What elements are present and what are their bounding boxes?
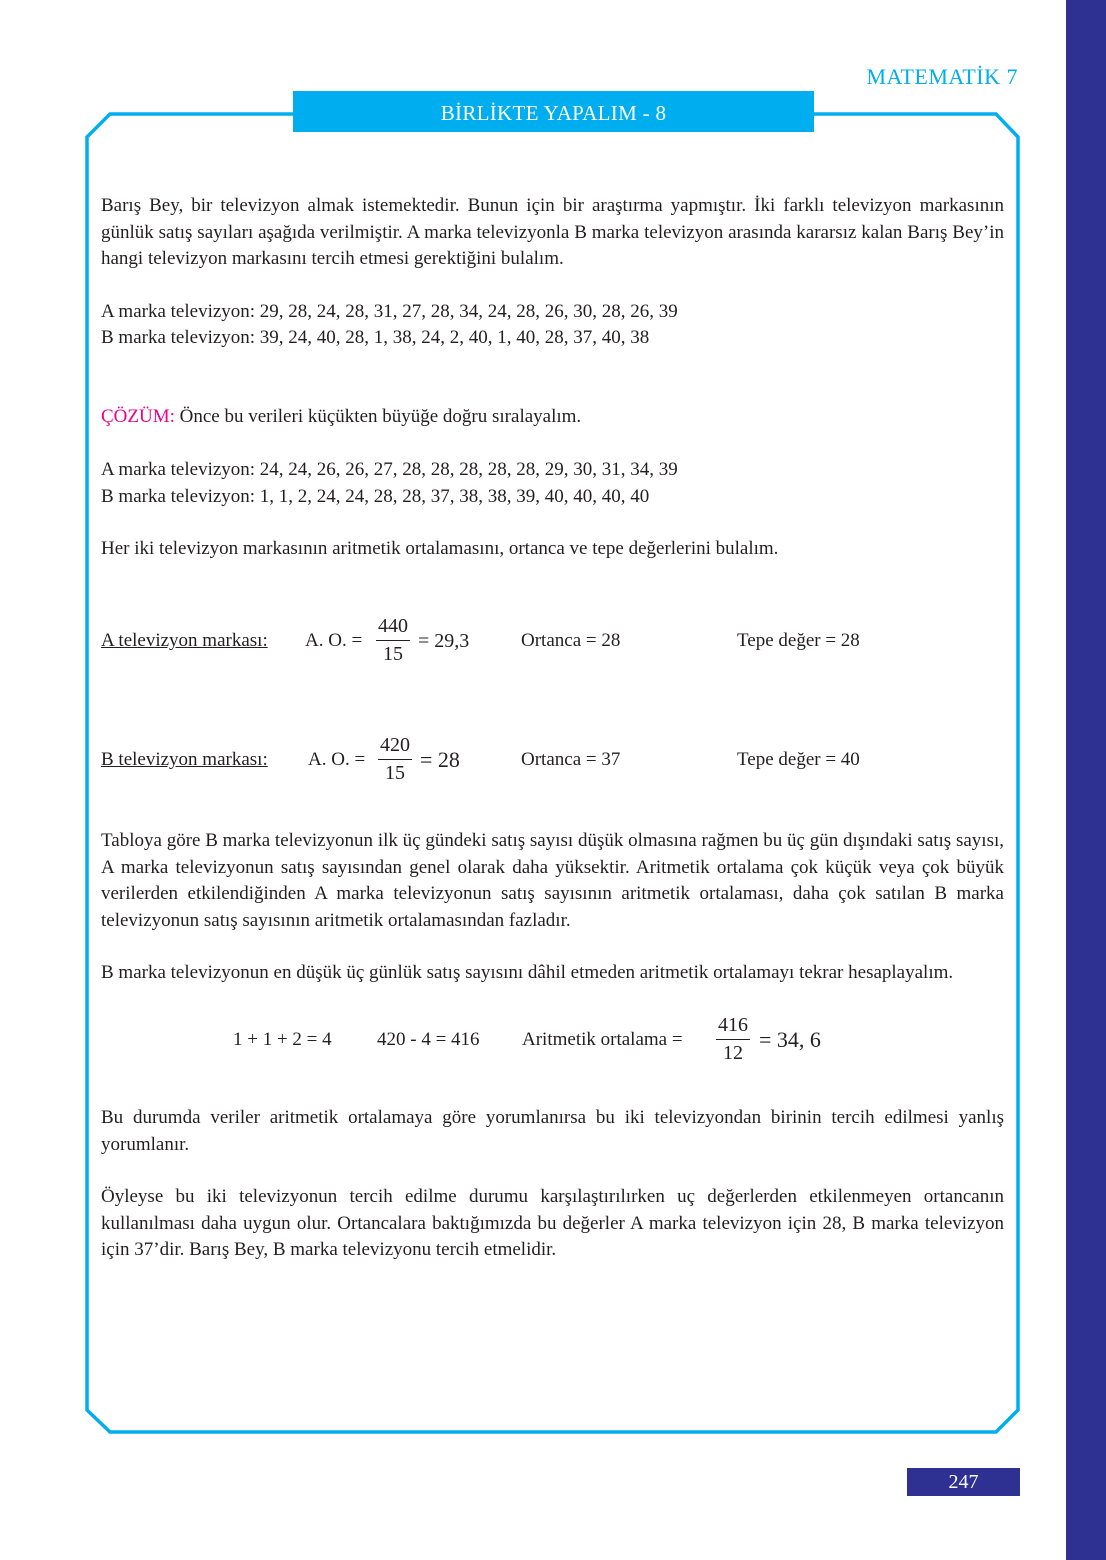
paragraph-4: Öyleyse bu iki televizyonun tercih edilme durumu karşılaştırılırken uç değerlerden etkilenmeyen ortancanın kullanılması daha uygun olur. Ortancalara baktığımızda bu değerler A marka televizyon için 28, B marka televizyon için 37’dir. Barış Bey, B marka televizyonu tercih etmelidir. [101, 1186, 1004, 1260]
solution-line [101, 404, 1004, 431]
page-number: 247 [907, 1468, 1020, 1496]
data-b: B marka televizyon: 39, 24, 40, 28, 1, 38, 24, 2, 40, 1, 40, 28, 37, 40, 38 [101, 327, 650, 348]
sorted-b: B marka televizyon: 1, 1, 2, 24, 24, 28, 28, 37, 38, 38, 39, 40, 40, 40, 40 [101, 486, 650, 507]
brand-a-label: A televizyon markası: [101, 630, 268, 651]
paragraph-3: Bu durumda veriler aritmetik ortalamaya göre yorumlanırsa bu iki televizyondan birinin tercih edilmesi yanlış yorumlanır. [101, 1107, 1004, 1155]
brand-a-mode: Tepe değer = 28 [737, 630, 860, 651]
subject-header: MATEMATİK 7 [866, 64, 1018, 89]
section-title: BİRLİKTE YAPALIM - 8 [293, 91, 814, 132]
brand-b-result: = 28 [420, 747, 460, 772]
brand-b-denominator: 15 [385, 762, 405, 784]
calc-numerator: 416 [716, 1013, 750, 1040]
sorted-a: A marka televizyon: 24, 24, 26, 26, 27, 28, 28, 28, 28, 28, 29, 30, 31, 34, 39 [101, 459, 678, 480]
calc-label: Aritmetik ortalama = [522, 1029, 683, 1050]
brand-b-numerator: 420 [378, 733, 412, 760]
brand-a-denominator: 15 [383, 643, 403, 665]
paragraph-1: Tabloya göre B marka televizyonun ilk üç gündeki satış sayısı düşük olmasına rağmen bu üç gün dışındaki satış sayısı, A marka televizyonun satış sayısından genel olarak daha yüksektir. Aritmetik ortalama çok küçük veya çok büyük verilerden etkilendiğinden A marka televizyonun satış sayısının aritmetik ortalaması, daha çok satılan B marka televizyonun satış sayısının aritmetik ortalamasından fazladır. [101, 830, 1004, 931]
calc-sum: 1 + 1 + 2 = 4 [233, 1029, 332, 1050]
brand-b-ao: A. O. = [308, 749, 366, 770]
brand-b-fraction [378, 733, 412, 786]
calc-denominator: 12 [723, 1042, 743, 1064]
intro-paragraph: Barış Bey, bir televizyon almak istemektedir. Bunun için bir araştırma yapmıştır. İki farklı televizyon markasının günlük satış sayıları aşağıda verilmiştir. A marka televizyonla B marka televizyon arasında kararsız kalan Barış Bey’in hangi televizyon markasını tercih etmesi gerektiğini bulalım. [101, 195, 1004, 269]
brand-a-numerator: 440 [376, 614, 410, 641]
solution-label: ÇÖZÜM: [101, 406, 175, 427]
find-text: Her iki televizyon markasının aritmetik ortalamasını, ortanca ve tepe değerlerini bulalım. [101, 538, 779, 559]
paragraph-2: B marka televizyonun en düşük üç günlük satış sayısını dâhil etmeden aritmetik ortalamayı tekrar hesaplayalım. [101, 962, 954, 983]
brand-b-label: B televizyon markası: [101, 749, 268, 770]
brand-a-result: = 29,3 [418, 630, 470, 652]
brand-a-fraction [376, 614, 410, 667]
calc-result: = 34, 6 [759, 1027, 821, 1052]
solution-text: Önce bu verileri küçükten büyüğe doğru sıralayalım. [174, 406, 582, 427]
calc-fraction [716, 1013, 750, 1066]
brand-b-median: Ortanca = 37 [521, 749, 621, 770]
calc-diff: 420 - 4 = 416 [377, 1029, 480, 1050]
data-a: A marka televizyon: 29, 28, 24, 28, 31, 27, 28, 34, 24, 28, 26, 30, 28, 26, 39 [101, 301, 678, 322]
brand-b-mode: Tepe değer = 40 [737, 749, 860, 770]
brand-a-median: Ortanca = 28 [521, 630, 621, 651]
brand-a-ao: A. O. = [305, 630, 363, 651]
